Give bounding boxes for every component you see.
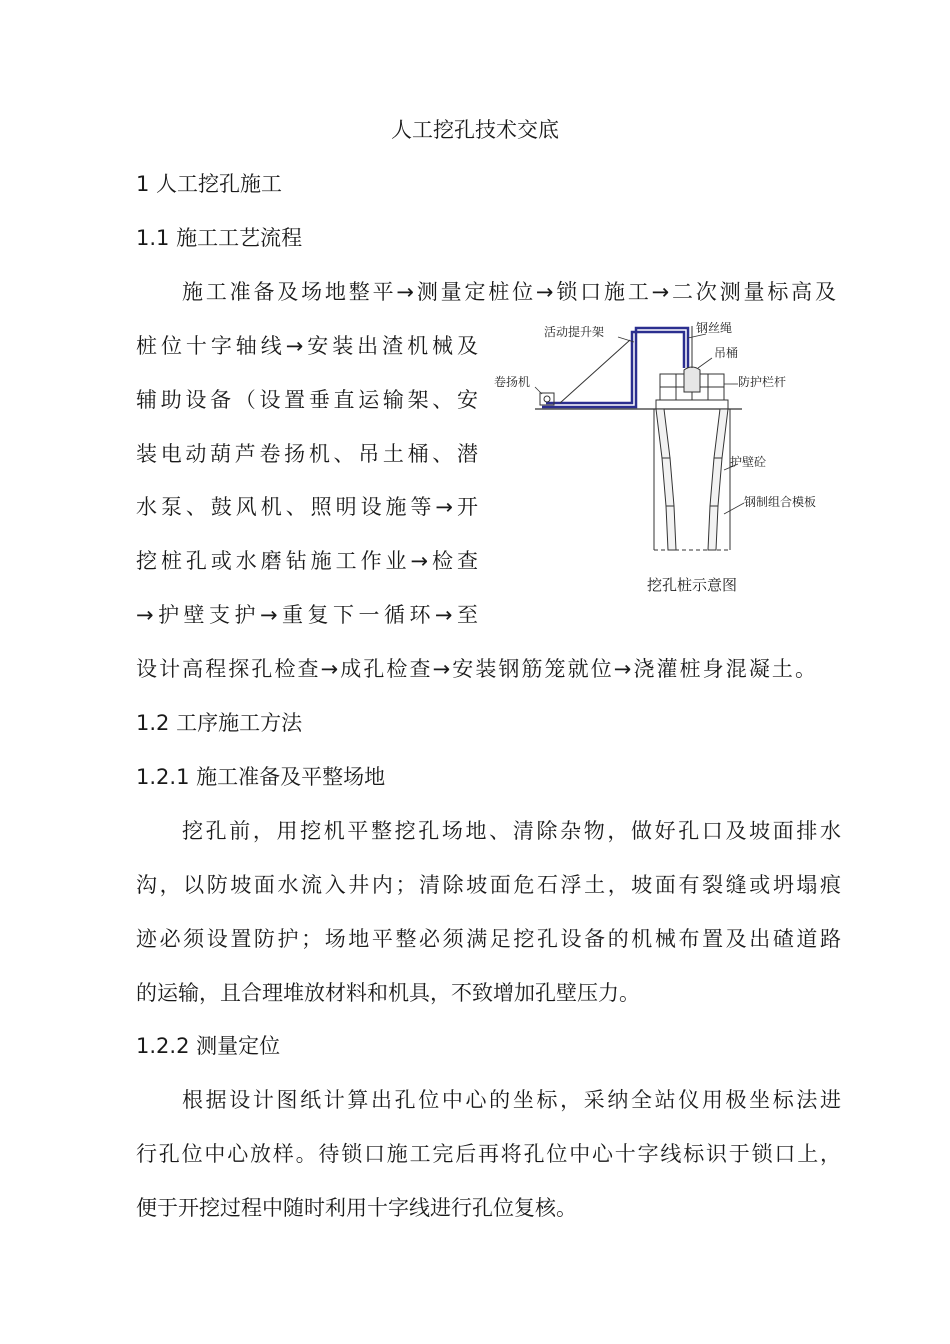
document-title: 人工挖孔技术交底 xyxy=(391,118,559,142)
label-bucket: 吊桶 xyxy=(714,346,739,360)
paragraph-line: 的运输，且合理堆放材料和机具，不致增加孔壁压力。 xyxy=(136,981,640,1005)
lifting-frame xyxy=(542,328,688,407)
paragraph-line: 行孔位中心放样。待锁口施工完后再将孔位中心十字线标识于锁口上， xyxy=(136,1142,841,1166)
flow-line: 辅助设备（设置垂直运输架、安 xyxy=(136,388,478,412)
label-rope: 钢丝绳 xyxy=(696,321,733,335)
flow-line: 施工准备及场地整平→测量定桩位→锁口施工→二次测量标高及 xyxy=(182,280,836,304)
heading-1-2: 1.2 工序施工方法 xyxy=(136,711,303,735)
label-formwork: 钢制组合模板 xyxy=(744,495,817,509)
label-railing: 防护栏杆 xyxy=(738,375,787,389)
heading-1: 1 人工挖孔施工 xyxy=(136,172,283,196)
heading-1-2-2: 1.2.2 测量定位 xyxy=(136,1034,281,1058)
label-winch: 卷扬机 xyxy=(494,375,531,389)
flow-line: 水泵、鼓风机、照明设施等→开 xyxy=(136,495,478,519)
flow-line: →护壁支护→重复下一循环→至 xyxy=(136,603,478,627)
paragraph-line: 迹必须设置防护；场地平整必须满足挖孔设备的机械布置及出碴道路 xyxy=(136,927,841,951)
shaft-wall-right xyxy=(708,409,728,550)
pile-diagram-drawing xyxy=(480,310,860,570)
paragraph-line: 根据设计图纸计算出孔位中心的坐标，采纳全站仪用极坐标法进 xyxy=(182,1088,841,1112)
shaft-wall-left xyxy=(656,409,676,550)
label-wall: 护壁砼 xyxy=(730,455,767,469)
bucket-icon xyxy=(684,367,700,392)
flow-line: 设计高程探孔检查→成孔检查→安装钢筋笼就位→浇灌桩身混凝土。 xyxy=(136,657,816,681)
paragraph-line: 挖孔前，用挖机平整挖孔场地、清除杂物，做好孔口及坡面排水 xyxy=(182,819,841,843)
label-frame: 活动提升架 xyxy=(544,325,605,339)
heading-1-1: 1.1 施工工艺流程 xyxy=(136,226,303,250)
flow-line: 装电动葫芦卷扬机、吊土桶、潜 xyxy=(136,442,478,466)
pile-diagram xyxy=(480,310,860,610)
figure-caption: 挖孔桩示意图 xyxy=(646,576,737,594)
flow-line: 挖桩孔或水磨钻施工作业→检查 xyxy=(136,549,478,573)
flow-line: 桩位十字轴线→安装出渣机械及 xyxy=(136,334,478,358)
paragraph-line: 沟，以防坡面水流入井内；清除坡面危石浮土，坡面有裂缝或坍塌痕 xyxy=(136,873,841,897)
frame-brace xyxy=(560,340,630,403)
paragraph-line: 便于开挖过程中随时利用十字线进行孔位复核。 xyxy=(136,1196,577,1220)
heading-1-2-1: 1.2.1 施工准备及平整场地 xyxy=(136,765,386,789)
